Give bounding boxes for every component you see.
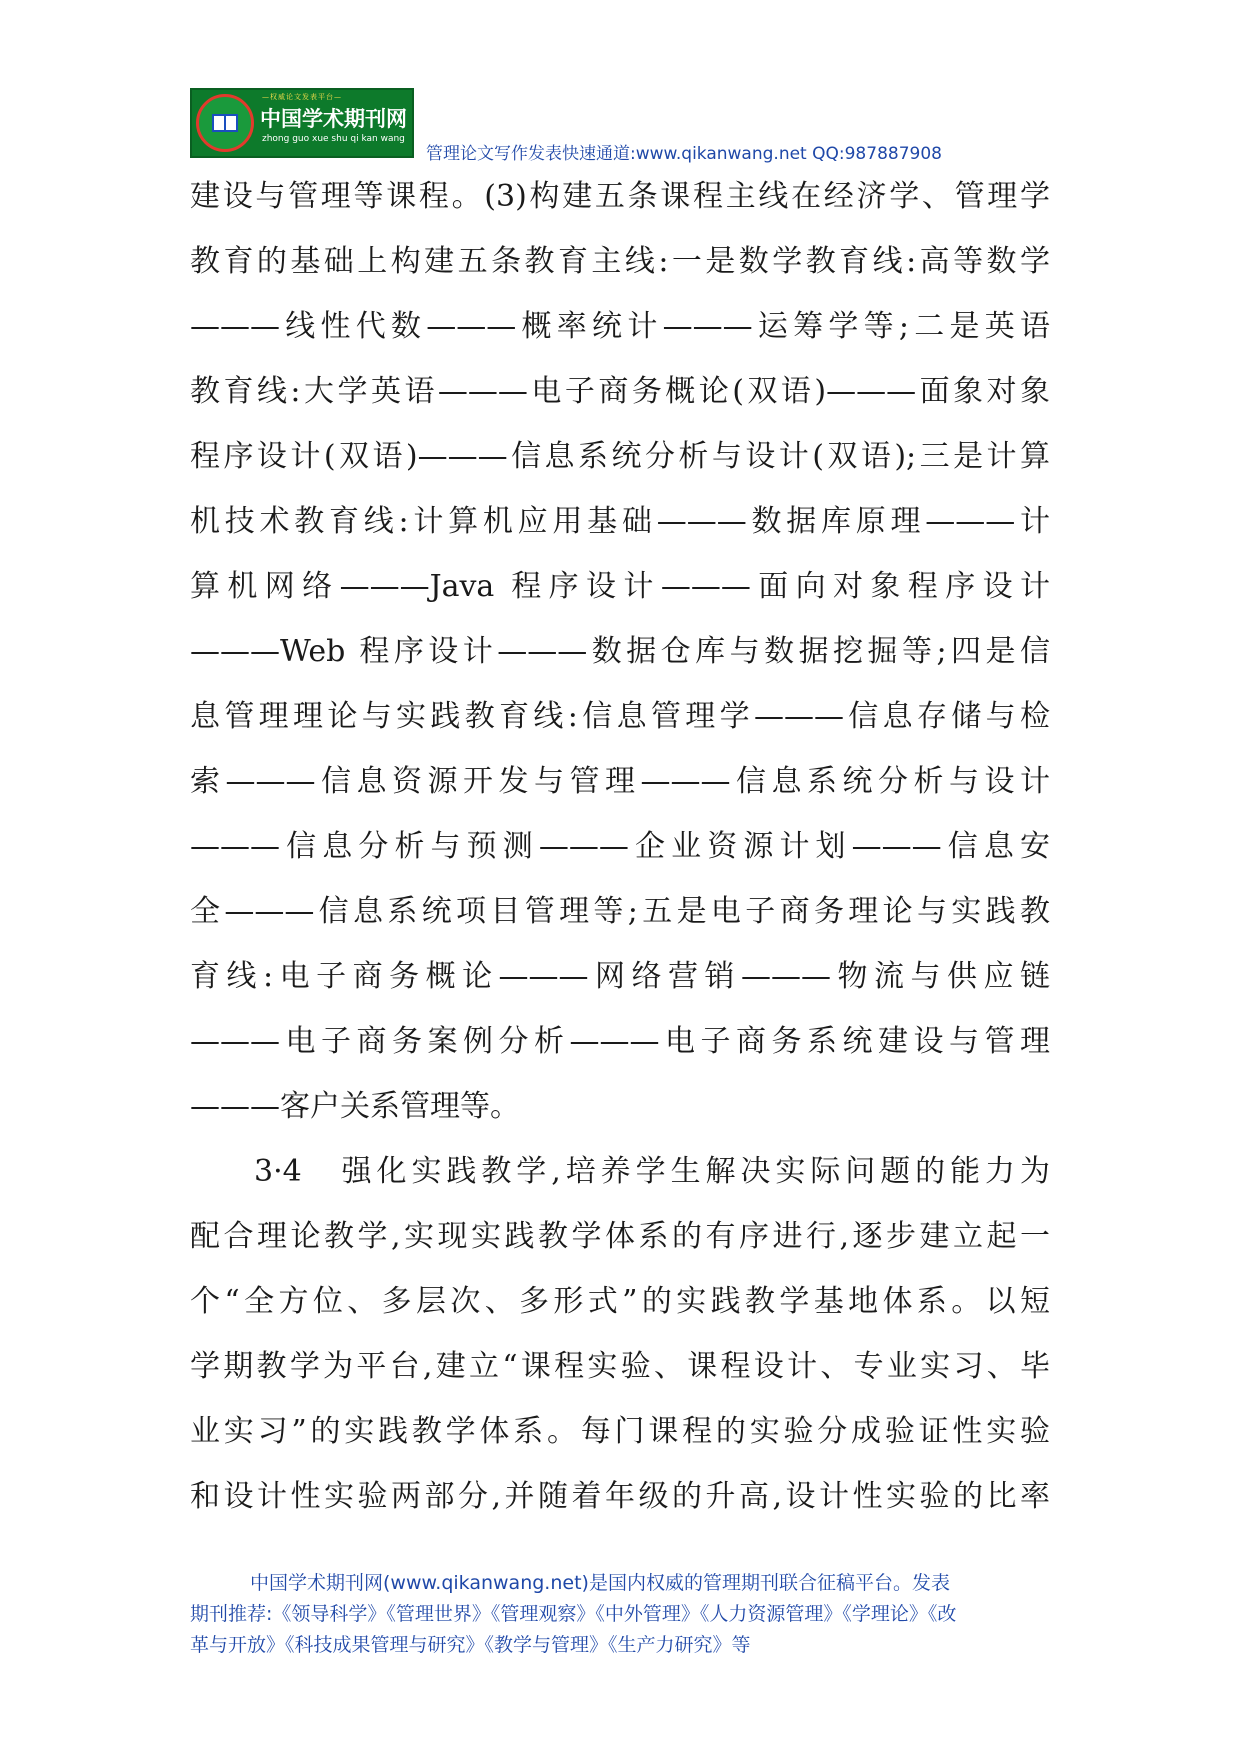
logo-name: 中国学术期刊网 — [260, 107, 407, 131]
body-line: 程序设计(双语)———信息系统分析与设计(双语);三是计算 — [190, 439, 1050, 474]
body-line: 算机网络———Java 程序设计———面向对象程序设计 — [190, 569, 1050, 604]
page-header — [190, 88, 1060, 164]
logo-pinyin: zhong guo xue shu qi kan wang — [262, 134, 405, 144]
footer-line: 革与开放》《科技成果管理与研究》《教学与管理》《生产力研究》等 — [190, 1634, 751, 1656]
body-line: 索———信息资源开发与管理———信息系统分析与设计 — [190, 764, 1050, 799]
footer-line: 期刊推荐:《领导科学》《管理世界》《管理观察》《中外管理》《人力资源管理》《学理论》《改 — [190, 1603, 957, 1625]
header-contact-link[interactable]: 管理论文写作发表快速通道:www.qikanwang.net QQ:987887908 — [426, 144, 942, 164]
body-line: 建设与管理等课程。(3)构建五条课程主线在经济学、管理学 — [190, 179, 1050, 214]
body-line: 教育线:大学英语———电子商务概论(双语)———面象对象 — [190, 374, 1050, 409]
body-line: 全———信息系统项目管理等;五是电子商务理论与实践教 — [190, 894, 1050, 929]
body-line: 配合理论教学,实现实践教学体系的有序进行,逐步建立起一 — [190, 1219, 1050, 1254]
body-line: 息管理理论与实践教育线:信息管理学———信息存储与检 — [190, 699, 1050, 734]
article-body — [190, 164, 1050, 1529]
footer-line: 中国学术期刊网(www.qikanwang.net)是国内权威的管理期刊联合征稿平台。发表 — [250, 1572, 950, 1594]
body-line: 和设计性实验两部分,并随着年级的升高,设计性实验的比率 — [190, 1479, 1050, 1514]
body-line: 业实习”的实践教学体系。每门课程的实验分成验证性实验 — [190, 1414, 1050, 1449]
body-line: ———电子商务案例分析———电子商务系统建设与管理 — [190, 1024, 1050, 1059]
book-emblem-icon — [196, 94, 254, 152]
body-line: ———线性代数———概率统计———运筹学等;二是英语 — [190, 309, 1050, 344]
page-footer — [190, 1568, 1060, 1661]
body-line: 个“全方位、多层次、多形式”的实践教学基地体系。以短 — [190, 1284, 1050, 1319]
site-logo[interactable] — [190, 88, 414, 158]
body-line: ———客户关系管理等。 — [190, 1089, 520, 1124]
body-line: 育线:电子商务概论———网络营销———物流与供应链 — [190, 959, 1050, 994]
body-line: 学期教学为平台,建立“课程实验、课程设计、专业实习、毕 — [190, 1349, 1050, 1384]
logo-tagline: —权威论文发表平台— — [262, 93, 342, 101]
body-line: 机技术教育线:计算机应用基础———数据库原理———计 — [190, 504, 1050, 539]
section-heading-line: 3·4 强化实践教学,培养学生解决实际问题的能力为 — [254, 1154, 1050, 1189]
body-line: ———信息分析与预测———企业资源计划———信息安 — [190, 829, 1050, 864]
body-line: 教育的基础上构建五条教育主线:一是数学教育线:高等数学 — [190, 244, 1050, 279]
body-line: ———Web 程序设计———数据仓库与数据挖掘等;四是信 — [190, 634, 1050, 669]
